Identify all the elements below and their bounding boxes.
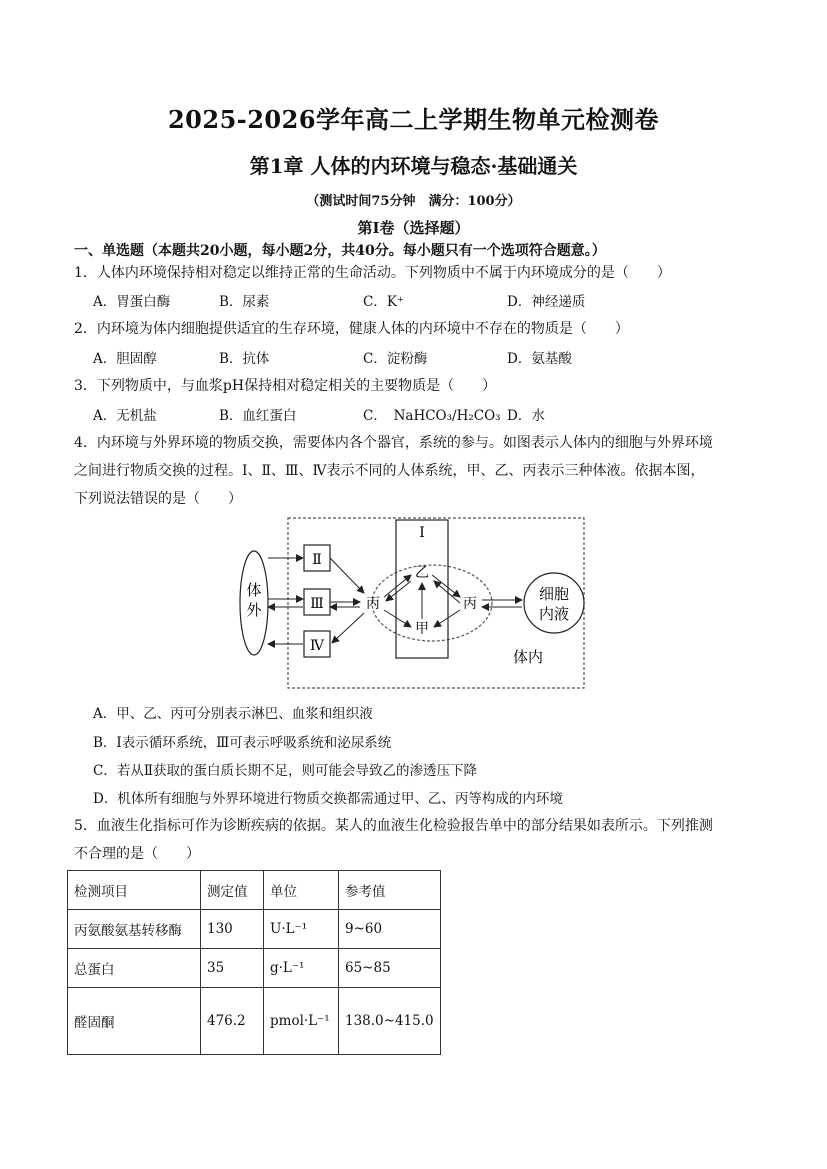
table-cell: 醛固酮 (68, 988, 201, 1055)
question-4-stem-line-1: 4．内环境与外界环境的物质交换，需要体内各个器官，系统的参与。如图表示人体内的细胞与外界环境 (74, 435, 713, 451)
q3-option-b: B．血红蛋白 (219, 408, 297, 424)
volume-title: 第Ⅰ卷（选择题） (357, 219, 470, 237)
system-ii-label: Ⅱ (312, 552, 322, 568)
question-2-stem: 2．内环境为体内细胞提供适宜的生存环境，健康人体的内环境中不存在的物质是（ ） (74, 321, 629, 337)
outside-label-bottom: 外 (246, 601, 262, 619)
table-cell: U·L⁻¹ (264, 910, 339, 949)
table-header-cell: 测定值 (201, 871, 264, 910)
system-i-label: Ⅰ (419, 525, 425, 541)
table-cell: 476.2 (201, 988, 264, 1055)
table-cell: 总蛋白 (68, 949, 201, 988)
question-5-stem-line-1: 5．血液生化指标可作为诊断疾病的依据。某人的血液生化检验报告单中的部分结果如表所示。下列推测 (74, 818, 713, 834)
inside-label: 体内 (512, 648, 544, 666)
table-header-cell: 参考值 (339, 871, 441, 910)
table-cell: 130 (201, 910, 264, 949)
table-cell: 65~85 (339, 949, 441, 988)
test-info: （测试时间75分钟 满分：100分） (306, 194, 521, 209)
question-4-stem-line-2: 之间进行物质交换的过程。Ⅰ、Ⅱ、Ⅲ、Ⅳ表示不同的人体系统，甲、乙、丙表示三种体液。依据本图， (74, 463, 705, 479)
intracellular-fluid-circle (524, 573, 584, 633)
q3-option-c: C． NaHCO₃/H₂CO₃ (363, 408, 501, 424)
question-3-stem: 3．下列物质中，与血浆pH保持相对稳定相关的主要物质是（ ） (74, 378, 497, 394)
q1-option-d: D．神经递质 (507, 294, 586, 310)
table-cell: 138.0~415.0 (339, 988, 441, 1055)
table-header-cell: 检测项目 (68, 871, 201, 910)
question-4-stem-line-3: 下列说法错误的是（ ） (74, 491, 242, 507)
q2-option-c: C．淀粉酶 (363, 351, 428, 367)
question-5-stem-line-2: 不合理的是（ ） (74, 846, 200, 862)
q1-option-c: C．K⁺ (363, 294, 405, 310)
q2-option-b: B．抗体 (219, 351, 270, 367)
q1-option-a: A．胃蛋白酶 (93, 294, 171, 310)
table-cell: 9~60 (339, 910, 441, 949)
system-iv-label: Ⅳ (310, 638, 324, 654)
exchange-diagram (236, 515, 588, 693)
q4-choice-a: A．甲、乙、丙可分别表示淋巴、血浆和组织液 (93, 706, 373, 722)
table-cell: g·L⁻¹ (264, 949, 339, 988)
table-row (68, 988, 441, 1055)
section-heading: 一、单选题（本题共20小题，每小题2分，共40分。每小题只有一个选项符合题意。） (74, 243, 606, 259)
q3-option-a: A．无机盐 (93, 408, 157, 424)
fluid-jia: 甲 (415, 621, 429, 637)
table-header-row (68, 871, 441, 910)
q4-choice-d: D．机体所有细胞与外界环境进行物质交换都需通过甲、乙、丙等构成的内环境 (93, 791, 563, 807)
outside-label-top: 体 (246, 581, 262, 599)
q4-choice-b: B．Ⅰ表示循环系统，Ⅲ可表示呼吸系统和泌尿系统 (93, 735, 392, 751)
fluid-bing-left: 丙 (366, 596, 380, 612)
q1-option-b: B．尿素 (219, 294, 270, 310)
blood-test-table (67, 870, 441, 1055)
exam-title: 2025-2026学年高二上学期生物单元检测卷 (167, 105, 660, 134)
q2-option-d: D．氨基酸 (507, 351, 572, 367)
table-header-cell: 单位 (264, 871, 339, 910)
table-row (68, 949, 441, 988)
chapter-title: 第1章 人体的内环境与稳态·基础通关 (249, 154, 578, 178)
q3-option-d: D．水 (507, 408, 545, 424)
table-cell: 丙氨酸氨基转移酶 (68, 910, 201, 949)
cell-label-line2: 内液 (538, 605, 570, 623)
system-iii-label: Ⅲ (310, 596, 324, 612)
fluid-yi: 乙 (415, 565, 429, 581)
table-cell: 35 (201, 949, 264, 988)
cell-label-line1: 细胞 (538, 585, 570, 603)
table-row (68, 910, 441, 949)
table-cell: pmol·L⁻¹ (264, 988, 339, 1055)
q4-choice-c: C．若从Ⅱ获取的蛋白质长期不足，则可能会导致乙的渗透压下降 (93, 763, 478, 779)
q2-option-a: A．胆固醇 (93, 351, 157, 367)
fluid-bing-right: 丙 (463, 596, 477, 612)
question-1-stem: 1．人体内环境保持相对稳定以维持正常的生命活动。下列物质中不属于内环境成分的是（ ） (74, 265, 671, 281)
